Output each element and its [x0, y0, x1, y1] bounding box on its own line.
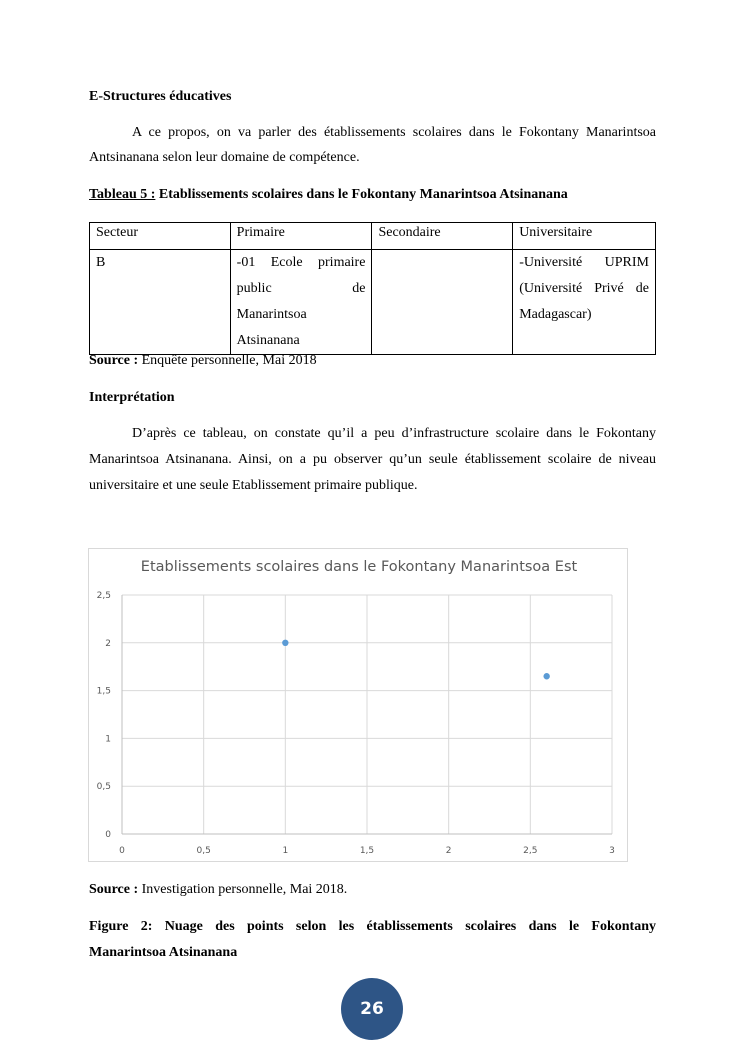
- x-tick-label: 0,5: [196, 846, 211, 856]
- data-point: [543, 673, 549, 679]
- cell-universitaire: [513, 250, 656, 355]
- primaire-line: Atsinanana: [236, 333, 300, 348]
- schools-table: [89, 222, 656, 355]
- y-tick-label: 1: [105, 734, 111, 745]
- primaire-line: -01 Ecole primaire: [236, 255, 366, 270]
- chart-title: Etablissements scolaires dans le Fokontany Manarintsoa Est: [140, 559, 578, 575]
- universitaire-line: (Université Privé de: [519, 281, 649, 296]
- figure-source: [89, 877, 347, 903]
- primaire-line: public de: [236, 281, 366, 296]
- primaire-line: Manarintsoa: [236, 307, 307, 322]
- section-heading: E-Structures éducatives: [89, 89, 232, 104]
- y-tick-label: 0,5: [96, 782, 111, 793]
- x-tick-label: 1: [282, 846, 289, 856]
- cell-primaire: [230, 250, 372, 355]
- header-primaire: Primaire: [230, 223, 372, 250]
- chart-plot: [89, 549, 627, 861]
- interpretation-line-3: universitaire et une seule Etablissement primaire publique.: [89, 478, 418, 493]
- header-universitaire: Universitaire: [513, 223, 656, 250]
- y-tick-label: 0: [105, 830, 111, 840]
- interpretation-line-1: D’après ce tableau, on constate qu’il a peu d’infrastructure scolaire dans le Fokontany: [132, 426, 656, 441]
- table-caption: [89, 182, 568, 208]
- table-header-row: [90, 223, 656, 250]
- x-tick-label: 1,5: [359, 846, 375, 856]
- scatter-chart: [88, 548, 628, 862]
- intro-line-2: Antsinanana selon leur domaine de compétence.: [89, 150, 360, 165]
- cell-secteur: B: [90, 250, 231, 355]
- figure-source-label: Source :: [89, 882, 139, 897]
- table-source: [89, 348, 317, 374]
- x-tick-label: 2: [445, 846, 452, 856]
- table-source-label: Source :: [89, 353, 139, 368]
- page-number: 26: [341, 978, 403, 1040]
- figure-caption-line-1: Figure 2: Nuage des points selon les établissements scolaires dans le Fokontany: [89, 919, 656, 934]
- header-secondaire: Secondaire: [372, 223, 513, 250]
- table-caption-text: Etablissements scolaires dans le Fokontany Manarintsoa Atsinanana: [155, 187, 568, 202]
- x-tick-label: 3: [609, 846, 615, 856]
- cell-secondaire: [372, 250, 513, 355]
- table-row: [90, 250, 656, 355]
- table-caption-label: Tableau 5 :: [89, 187, 156, 202]
- x-tick-label: 2,5: [523, 846, 538, 856]
- interpretation-line-2: Manarintsoa Atsinanana. Ainsi, on a pu observer qu’un seule établissement scolaire de niveau: [89, 452, 656, 467]
- figure-caption-line-2: Manarintsoa Atsinanana: [89, 945, 238, 960]
- y-tick-label: 1,5: [96, 686, 111, 697]
- header-secteur: Secteur: [90, 223, 231, 250]
- table-source-text: Enquête personnelle, Mai 2018: [138, 353, 317, 368]
- universitaire-line: Madagascar): [519, 307, 592, 322]
- interpretation-heading: Interprétation: [89, 390, 175, 405]
- y-tick-label: 2,5: [96, 591, 111, 601]
- x-tick-label: 0: [119, 846, 125, 856]
- universitaire-line: -Université UPRIM: [519, 255, 649, 270]
- y-tick-label: 2: [105, 638, 111, 649]
- intro-line-1: A ce propos, on va parler des établissements scolaires dans le Fokontany Manarintsoa: [132, 125, 656, 140]
- figure-source-text: Investigation personnelle, Mai 2018.: [138, 882, 348, 897]
- data-point: [282, 640, 288, 646]
